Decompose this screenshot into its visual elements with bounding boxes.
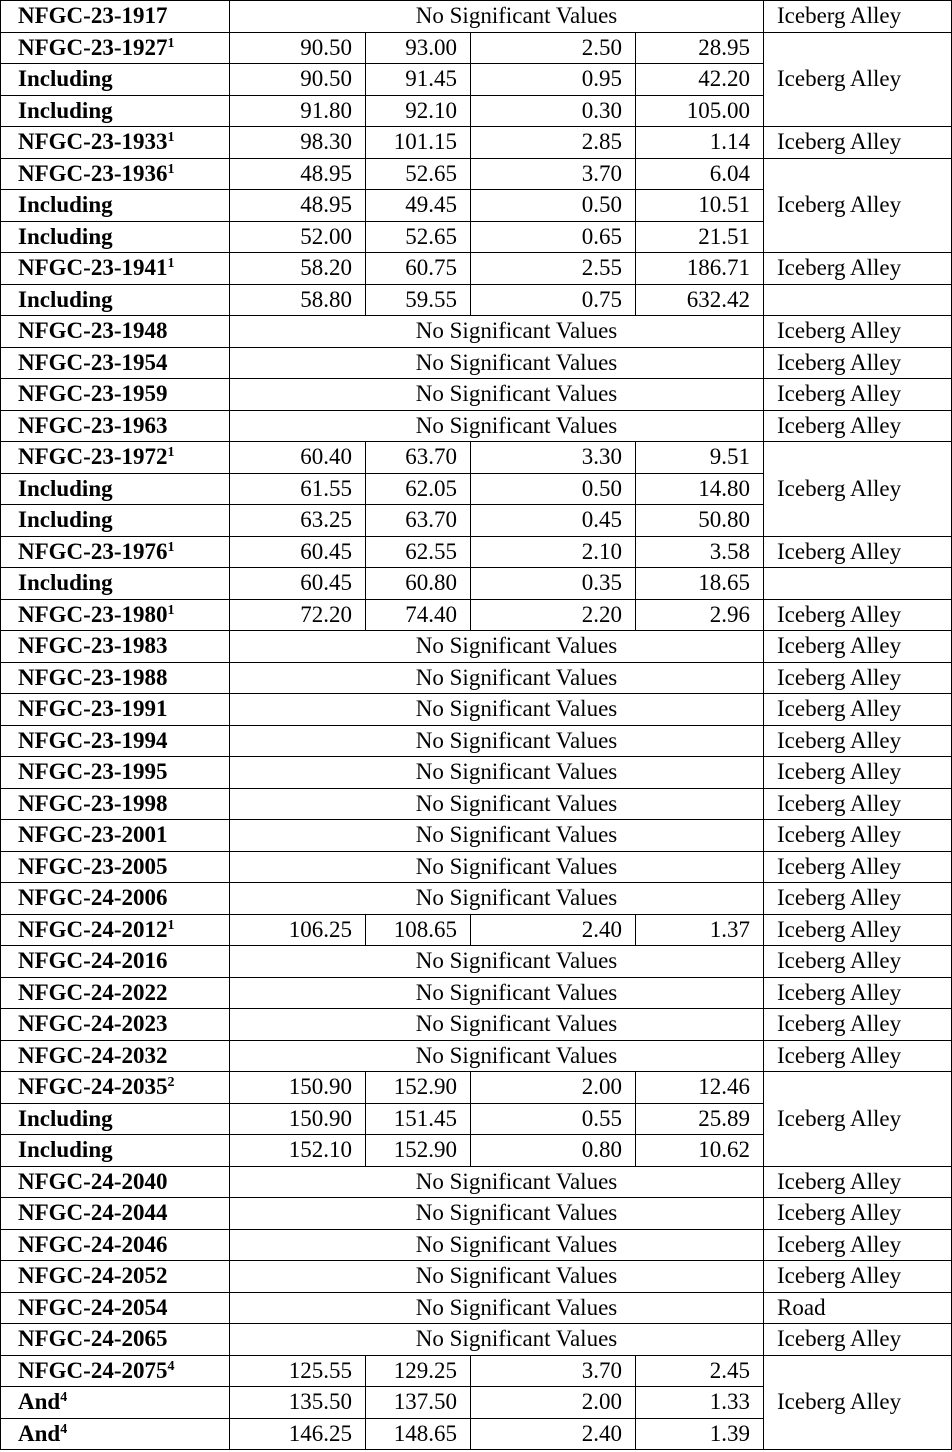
hole-id: NFGC-24-2044 bbox=[18, 1200, 168, 1226]
hole-id: NFGC-23-1917 bbox=[18, 3, 168, 29]
hole-id: NFGC-24-2052 bbox=[18, 1263, 168, 1289]
hole-id: NFGC-23-1976 bbox=[18, 538, 168, 564]
zone-cell bbox=[764, 284, 952, 316]
zone-cell: Iceberg Alley bbox=[764, 1072, 952, 1167]
from-cell: 135.50 bbox=[230, 1387, 366, 1419]
hole-id: Including bbox=[18, 66, 113, 92]
table-row bbox=[1, 1261, 952, 1293]
table-row bbox=[1, 631, 952, 663]
grade-cell: 1.37 bbox=[636, 914, 764, 946]
hole-id-cell bbox=[1, 599, 230, 631]
from-cell: 58.80 bbox=[230, 284, 366, 316]
hole-id-cell bbox=[1, 505, 230, 537]
table-row bbox=[1, 1198, 952, 1230]
from-cell: 52.00 bbox=[230, 221, 366, 253]
interval-cell: 0.80 bbox=[471, 1135, 636, 1167]
hole-id-cell bbox=[1, 851, 230, 883]
zone-cell: Iceberg Alley bbox=[764, 379, 952, 411]
interval-cell: 2.50 bbox=[471, 32, 636, 64]
hole-id: NFGC-23-1959 bbox=[18, 381, 168, 407]
interval-cell: 0.55 bbox=[471, 1103, 636, 1135]
footnote-marker: 1 bbox=[167, 917, 175, 933]
interval-cell: 3.70 bbox=[471, 158, 636, 190]
to-cell: 91.45 bbox=[366, 64, 471, 96]
grade-cell: 28.95 bbox=[636, 32, 764, 64]
hole-id: And bbox=[18, 1389, 61, 1415]
table-row bbox=[1, 599, 952, 631]
interval-cell: 0.30 bbox=[471, 95, 636, 127]
hole-id: NFGC-24-2065 bbox=[18, 1326, 168, 1352]
interval-cell: 2.00 bbox=[471, 1387, 636, 1419]
from-cell: 98.30 bbox=[230, 127, 366, 159]
no-significant-values-cell: No Significant Values bbox=[230, 347, 764, 379]
table-row bbox=[1, 536, 952, 568]
hole-id-cell bbox=[1, 1261, 230, 1293]
hole-id: And bbox=[18, 1420, 61, 1446]
grade-cell: 2.96 bbox=[636, 599, 764, 631]
hole-id: NFGC-24-2046 bbox=[18, 1231, 168, 1257]
zone-cell: Iceberg Alley bbox=[764, 631, 952, 663]
to-cell: 101.15 bbox=[366, 127, 471, 159]
no-significant-values-cell: No Significant Values bbox=[230, 1292, 764, 1324]
grade-cell: 50.80 bbox=[636, 505, 764, 537]
table-row bbox=[1, 410, 952, 442]
grade-cell: 2.45 bbox=[636, 1355, 764, 1387]
no-significant-values-cell: No Significant Values bbox=[230, 851, 764, 883]
to-cell: 52.65 bbox=[366, 158, 471, 190]
footnote-marker: 4 bbox=[167, 1358, 175, 1374]
from-cell: 60.45 bbox=[230, 536, 366, 568]
hole-id-cell bbox=[1, 253, 230, 285]
from-cell: 146.25 bbox=[230, 1418, 366, 1450]
interval-cell: 3.30 bbox=[471, 442, 636, 474]
table-row bbox=[1, 379, 952, 411]
no-significant-values-cell: No Significant Values bbox=[230, 757, 764, 789]
hole-id: Including bbox=[18, 286, 113, 312]
hole-id-cell bbox=[1, 1355, 230, 1387]
interval-cell: 0.45 bbox=[471, 505, 636, 537]
to-cell: 148.65 bbox=[366, 1418, 471, 1450]
to-cell: 60.75 bbox=[366, 253, 471, 285]
zone-cell: Iceberg Alley bbox=[764, 788, 952, 820]
grade-cell: 632.42 bbox=[636, 284, 764, 316]
hole-id-cell bbox=[1, 379, 230, 411]
hole-id: NFGC-23-1983 bbox=[18, 633, 168, 659]
to-cell: 129.25 bbox=[366, 1355, 471, 1387]
from-cell: 58.20 bbox=[230, 253, 366, 285]
hole-id-cell bbox=[1, 1387, 230, 1419]
interval-cell: 2.40 bbox=[471, 1418, 636, 1450]
table-row bbox=[1, 347, 952, 379]
no-significant-values-cell: No Significant Values bbox=[230, 1261, 764, 1293]
hole-id: NFGC-23-1948 bbox=[18, 318, 168, 344]
hole-id-cell bbox=[1, 883, 230, 915]
zone-cell: Iceberg Alley bbox=[764, 820, 952, 852]
interval-cell: 0.95 bbox=[471, 64, 636, 96]
from-cell: 152.10 bbox=[230, 1135, 366, 1167]
zone-cell: Iceberg Alley bbox=[764, 1009, 952, 1041]
hole-id: Including bbox=[18, 570, 113, 596]
hole-id: NFGC-24-2022 bbox=[18, 979, 168, 1005]
hole-id-cell bbox=[1, 347, 230, 379]
hole-id: Including bbox=[18, 507, 113, 533]
footnote-marker: 4 bbox=[60, 1421, 68, 1437]
hole-id: NFGC-24-2035 bbox=[18, 1074, 168, 1100]
zone-cell: Iceberg Alley bbox=[764, 883, 952, 915]
hole-id-cell bbox=[1, 473, 230, 505]
hole-id-cell bbox=[1, 568, 230, 600]
hole-id: NFGC-23-1980 bbox=[18, 601, 168, 627]
table-row bbox=[1, 883, 952, 915]
grade-cell: 186.71 bbox=[636, 253, 764, 285]
from-cell: 90.50 bbox=[230, 32, 366, 64]
zone-cell bbox=[764, 568, 952, 600]
hole-id: NFGC-24-2016 bbox=[18, 948, 168, 974]
to-cell: 152.90 bbox=[366, 1072, 471, 1104]
no-significant-values-cell: No Significant Values bbox=[230, 316, 764, 348]
interval-cell: 0.50 bbox=[471, 190, 636, 222]
hole-id: NFGC-23-2005 bbox=[18, 853, 168, 879]
table-row bbox=[1, 1229, 952, 1261]
zone-cell: Iceberg Alley bbox=[764, 347, 952, 379]
hole-id-cell bbox=[1, 1, 230, 33]
hole-id-cell bbox=[1, 158, 230, 190]
hole-id: NFGC-23-1933 bbox=[18, 129, 168, 155]
zone-cell: Iceberg Alley bbox=[764, 946, 952, 978]
zone-cell: Iceberg Alley bbox=[764, 662, 952, 694]
hole-id-cell bbox=[1, 1072, 230, 1104]
zone-cell: Iceberg Alley bbox=[764, 442, 952, 537]
interval-cell: 2.85 bbox=[471, 127, 636, 159]
interval-cell: 0.50 bbox=[471, 473, 636, 505]
grade-cell: 105.00 bbox=[636, 95, 764, 127]
table-row bbox=[1, 1072, 952, 1104]
to-cell: 59.55 bbox=[366, 284, 471, 316]
no-significant-values-cell: No Significant Values bbox=[230, 379, 764, 411]
hole-id-cell bbox=[1, 442, 230, 474]
zone-cell: Iceberg Alley bbox=[764, 694, 952, 726]
to-cell: 92.10 bbox=[366, 95, 471, 127]
hole-id-cell bbox=[1, 1292, 230, 1324]
table-row bbox=[1, 820, 952, 852]
zone-cell: Iceberg Alley bbox=[764, 914, 952, 946]
no-significant-values-cell: No Significant Values bbox=[230, 883, 764, 915]
hole-id-cell bbox=[1, 64, 230, 96]
no-significant-values-cell: No Significant Values bbox=[230, 631, 764, 663]
hole-id: Including bbox=[18, 192, 113, 218]
zone-cell: Iceberg Alley bbox=[764, 1, 952, 33]
no-significant-values-cell: No Significant Values bbox=[230, 694, 764, 726]
table-row bbox=[1, 568, 952, 600]
zone-cell: Iceberg Alley bbox=[764, 725, 952, 757]
interval-cell: 2.00 bbox=[471, 1072, 636, 1104]
table-row bbox=[1, 1040, 952, 1072]
table-row bbox=[1, 851, 952, 883]
no-significant-values-cell: No Significant Values bbox=[230, 410, 764, 442]
to-cell: 93.00 bbox=[366, 32, 471, 64]
no-significant-values-cell: No Significant Values bbox=[230, 1229, 764, 1261]
grade-cell: 14.80 bbox=[636, 473, 764, 505]
footnote-marker: 1 bbox=[167, 130, 175, 146]
table-row bbox=[1, 977, 952, 1009]
to-cell: 151.45 bbox=[366, 1103, 471, 1135]
to-cell: 52.65 bbox=[366, 221, 471, 253]
footnote-marker: 1 bbox=[167, 539, 175, 555]
hole-id-cell bbox=[1, 1229, 230, 1261]
hole-id: NFGC-24-2032 bbox=[18, 1042, 168, 1068]
interval-cell: 0.75 bbox=[471, 284, 636, 316]
no-significant-values-cell: No Significant Values bbox=[230, 1, 764, 33]
table-row bbox=[1, 1292, 952, 1324]
no-significant-values-cell: No Significant Values bbox=[230, 1166, 764, 1198]
hole-id-cell bbox=[1, 127, 230, 159]
zone-cell: Iceberg Alley bbox=[764, 1355, 952, 1450]
hole-id: NFGC-24-2012 bbox=[18, 916, 168, 942]
table-row bbox=[1, 32, 952, 64]
hole-id-cell bbox=[1, 536, 230, 568]
interval-cell: 2.10 bbox=[471, 536, 636, 568]
interval-cell: 2.20 bbox=[471, 599, 636, 631]
hole-id-cell bbox=[1, 1166, 230, 1198]
interval-cell: 2.55 bbox=[471, 253, 636, 285]
hole-id: NFGC-24-2006 bbox=[18, 885, 168, 911]
hole-id-cell bbox=[1, 1418, 230, 1450]
hole-id: NFGC-23-1995 bbox=[18, 759, 168, 785]
table-row bbox=[1, 284, 952, 316]
from-cell: 90.50 bbox=[230, 64, 366, 96]
zone-cell: Iceberg Alley bbox=[764, 253, 952, 285]
hole-id-cell bbox=[1, 1103, 230, 1135]
table-row bbox=[1, 1324, 952, 1356]
from-cell: 60.40 bbox=[230, 442, 366, 474]
no-significant-values-cell: No Significant Values bbox=[230, 725, 764, 757]
grade-cell: 25.89 bbox=[636, 1103, 764, 1135]
table-row bbox=[1, 316, 952, 348]
hole-id: NFGC-23-1963 bbox=[18, 412, 168, 438]
footnote-marker: 4 bbox=[60, 1390, 68, 1406]
table-row bbox=[1, 127, 952, 159]
from-cell: 150.90 bbox=[230, 1103, 366, 1135]
hole-id-cell bbox=[1, 914, 230, 946]
hole-id-cell bbox=[1, 221, 230, 253]
to-cell: 152.90 bbox=[366, 1135, 471, 1167]
table-row bbox=[1, 725, 952, 757]
table-row bbox=[1, 1166, 952, 1198]
hole-id: NFGC-24-2040 bbox=[18, 1168, 168, 1194]
table-row bbox=[1, 946, 952, 978]
from-cell: 48.95 bbox=[230, 158, 366, 190]
table-row bbox=[1, 1355, 952, 1387]
hole-id: NFGC-23-1991 bbox=[18, 696, 168, 722]
grade-cell: 18.65 bbox=[636, 568, 764, 600]
grade-cell: 3.58 bbox=[636, 536, 764, 568]
hole-id: NFGC-23-1994 bbox=[18, 727, 168, 753]
no-significant-values-cell: No Significant Values bbox=[230, 1198, 764, 1230]
hole-id-cell bbox=[1, 788, 230, 820]
hole-id-cell bbox=[1, 757, 230, 789]
from-cell: 72.20 bbox=[230, 599, 366, 631]
no-significant-values-cell: No Significant Values bbox=[230, 1324, 764, 1356]
to-cell: 108.65 bbox=[366, 914, 471, 946]
table-row bbox=[1, 914, 952, 946]
interval-cell: 0.65 bbox=[471, 221, 636, 253]
hole-id: Including bbox=[18, 1137, 113, 1163]
zone-cell: Iceberg Alley bbox=[764, 599, 952, 631]
no-significant-values-cell: No Significant Values bbox=[230, 788, 764, 820]
no-significant-values-cell: No Significant Values bbox=[230, 662, 764, 694]
hole-id-cell bbox=[1, 1198, 230, 1230]
hole-id-cell bbox=[1, 946, 230, 978]
from-cell: 48.95 bbox=[230, 190, 366, 222]
grade-cell: 10.62 bbox=[636, 1135, 764, 1167]
zone-cell: Iceberg Alley bbox=[764, 1166, 952, 1198]
grade-cell: 1.33 bbox=[636, 1387, 764, 1419]
hole-id-cell bbox=[1, 1040, 230, 1072]
hole-id-cell bbox=[1, 1324, 230, 1356]
from-cell: 150.90 bbox=[230, 1072, 366, 1104]
footnote-marker: 1 bbox=[167, 445, 175, 461]
hole-id-cell bbox=[1, 662, 230, 694]
from-cell: 91.80 bbox=[230, 95, 366, 127]
grade-cell: 42.20 bbox=[636, 64, 764, 96]
zone-cell: Iceberg Alley bbox=[764, 536, 952, 568]
no-significant-values-cell: No Significant Values bbox=[230, 946, 764, 978]
from-cell: 60.45 bbox=[230, 568, 366, 600]
hole-id: NFGC-23-1941 bbox=[18, 255, 168, 281]
hole-id-cell bbox=[1, 1135, 230, 1167]
hole-id: NFGC-23-1988 bbox=[18, 664, 168, 690]
table-body bbox=[1, 1, 952, 1450]
interval-cell: 0.35 bbox=[471, 568, 636, 600]
from-cell: 106.25 bbox=[230, 914, 366, 946]
hole-id-cell bbox=[1, 190, 230, 222]
zone-cell: Iceberg Alley bbox=[764, 977, 952, 1009]
grade-cell: 10.51 bbox=[636, 190, 764, 222]
zone-cell: Iceberg Alley bbox=[764, 410, 952, 442]
table-row bbox=[1, 788, 952, 820]
grade-cell: 12.46 bbox=[636, 1072, 764, 1104]
hole-id: Including bbox=[18, 223, 113, 249]
grade-cell: 1.14 bbox=[636, 127, 764, 159]
zone-cell: Iceberg Alley bbox=[764, 1198, 952, 1230]
hole-id: NFGC-23-1998 bbox=[18, 790, 168, 816]
zone-cell: Iceberg Alley bbox=[764, 158, 952, 253]
footnote-marker: 1 bbox=[167, 256, 175, 272]
hole-id: NFGC-23-1954 bbox=[18, 349, 168, 375]
to-cell: 60.80 bbox=[366, 568, 471, 600]
grade-cell: 21.51 bbox=[636, 221, 764, 253]
to-cell: 49.45 bbox=[366, 190, 471, 222]
table-row bbox=[1, 253, 952, 285]
zone-cell: Iceberg Alley bbox=[764, 851, 952, 883]
to-cell: 62.05 bbox=[366, 473, 471, 505]
footnote-marker: 1 bbox=[167, 161, 175, 177]
from-cell: 125.55 bbox=[230, 1355, 366, 1387]
footnote-marker: 1 bbox=[167, 35, 175, 51]
hole-id: Including bbox=[18, 97, 113, 123]
hole-id-cell bbox=[1, 1009, 230, 1041]
table-row bbox=[1, 1009, 952, 1041]
to-cell: 137.50 bbox=[366, 1387, 471, 1419]
zone-cell: Road bbox=[764, 1292, 952, 1324]
hole-id-cell bbox=[1, 694, 230, 726]
hole-id-cell bbox=[1, 95, 230, 127]
no-significant-values-cell: No Significant Values bbox=[230, 977, 764, 1009]
hole-id-cell bbox=[1, 820, 230, 852]
table-row bbox=[1, 694, 952, 726]
hole-id: NFGC-23-1927 bbox=[18, 34, 168, 60]
hole-id-cell bbox=[1, 410, 230, 442]
zone-cell: Iceberg Alley bbox=[764, 757, 952, 789]
grade-cell: 6.04 bbox=[636, 158, 764, 190]
hole-id-cell bbox=[1, 284, 230, 316]
hole-id: NFGC-24-2054 bbox=[18, 1294, 168, 1320]
table-row bbox=[1, 158, 952, 190]
hole-id: NFGC-23-1936 bbox=[18, 160, 168, 186]
zone-cell: Iceberg Alley bbox=[764, 1261, 952, 1293]
table-row bbox=[1, 442, 952, 474]
hole-id: NFGC-24-2075 bbox=[18, 1357, 168, 1383]
hole-id-cell bbox=[1, 725, 230, 757]
hole-id-cell bbox=[1, 977, 230, 1009]
zone-cell: Iceberg Alley bbox=[764, 1324, 952, 1356]
table-row bbox=[1, 662, 952, 694]
hole-id: Including bbox=[18, 1105, 113, 1131]
from-cell: 61.55 bbox=[230, 473, 366, 505]
to-cell: 62.55 bbox=[366, 536, 471, 568]
grade-cell: 9.51 bbox=[636, 442, 764, 474]
zone-cell: Iceberg Alley bbox=[764, 316, 952, 348]
hole-id: NFGC-23-2001 bbox=[18, 822, 168, 848]
to-cell: 74.40 bbox=[366, 599, 471, 631]
grade-cell: 1.39 bbox=[636, 1418, 764, 1450]
hole-id-cell bbox=[1, 631, 230, 663]
interval-cell: 3.70 bbox=[471, 1355, 636, 1387]
zone-cell: Iceberg Alley bbox=[764, 127, 952, 159]
no-significant-values-cell: No Significant Values bbox=[230, 820, 764, 852]
table-row bbox=[1, 757, 952, 789]
no-significant-values-cell: No Significant Values bbox=[230, 1009, 764, 1041]
zone-cell: Iceberg Alley bbox=[764, 1229, 952, 1261]
hole-id-cell bbox=[1, 32, 230, 64]
no-significant-values-cell: No Significant Values bbox=[230, 1040, 764, 1072]
footnote-marker: 2 bbox=[167, 1075, 175, 1091]
footnote-marker: 1 bbox=[167, 602, 175, 618]
table-row bbox=[1, 1, 952, 33]
interval-cell: 2.40 bbox=[471, 914, 636, 946]
hole-id: NFGC-23-1972 bbox=[18, 444, 168, 470]
hole-id: NFGC-24-2023 bbox=[18, 1011, 168, 1037]
zone-cell: Iceberg Alley bbox=[764, 32, 952, 127]
hole-id: Including bbox=[18, 475, 113, 501]
hole-id-cell bbox=[1, 316, 230, 348]
to-cell: 63.70 bbox=[366, 442, 471, 474]
from-cell: 63.25 bbox=[230, 505, 366, 537]
zone-cell: Iceberg Alley bbox=[764, 1040, 952, 1072]
to-cell: 63.70 bbox=[366, 505, 471, 537]
